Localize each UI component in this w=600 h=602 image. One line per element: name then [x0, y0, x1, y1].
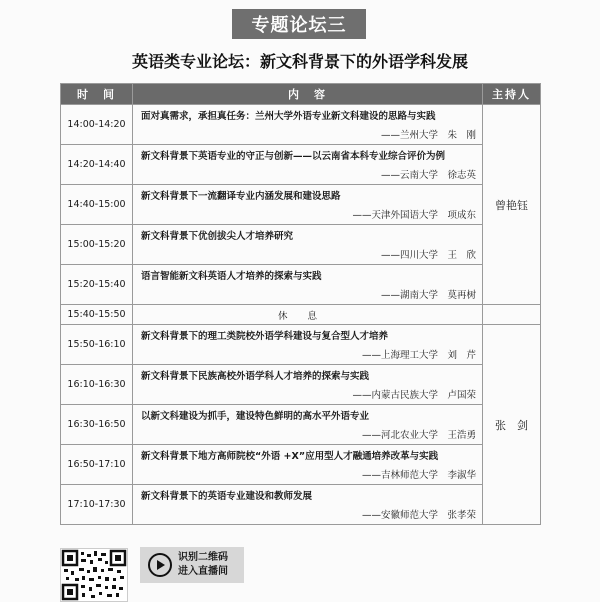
- host-cell: 张 剑: [483, 325, 541, 525]
- session-speaker: ——内蒙古民族大学 卢国荣: [352, 390, 476, 401]
- break-time: 15:40-15:50: [61, 305, 133, 325]
- live-stream-label: [178, 551, 228, 579]
- session-speaker: ——上海理工大学 刘 芹: [361, 350, 476, 361]
- table-row: [61, 365, 541, 405]
- table-row: [61, 185, 541, 225]
- session-time: 16:30-16:50: [61, 405, 133, 445]
- live-line2: 进入直播间: [178, 566, 228, 577]
- session-topic: 新文科背景下的英语专业建设和教师发展: [141, 491, 313, 502]
- schedule-table: [60, 83, 541, 525]
- forum-title: 英语类专业论坛：新文科背景下的外语学科发展: [131, 52, 468, 71]
- break-label: 休息: [133, 305, 483, 325]
- live-line1: 识别二维码: [178, 552, 228, 563]
- session-content: [133, 365, 483, 405]
- table-row: [61, 405, 541, 445]
- forum-badge: 专题论坛三: [232, 9, 366, 39]
- qr-code[interactable]: [60, 548, 128, 602]
- break-host-empty: [483, 305, 541, 325]
- table-row: [61, 265, 541, 305]
- table-row: [61, 145, 541, 185]
- table-row: [61, 325, 541, 365]
- session-content: [133, 145, 483, 185]
- session-time: 16:10-16:30: [61, 365, 133, 405]
- play-icon: [148, 553, 172, 577]
- header-content: 内 容: [133, 84, 483, 105]
- session-speaker: ——云南大学 徐志英: [380, 170, 476, 181]
- table-row: [61, 445, 541, 485]
- session-content: [133, 325, 483, 365]
- table-row: [61, 225, 541, 265]
- session-content: [133, 105, 483, 145]
- session-topic: 以新文科建设为抓手，建设特色鲜明的高水平外语专业: [141, 411, 370, 422]
- session-topic: 语言智能新文科英语人才培养的探索与实践: [141, 271, 322, 282]
- session-content: [133, 405, 483, 445]
- session-topic: 新文科背景下地方高师院校“外语 +X”应用型人才融通培养改革与实践: [141, 451, 439, 462]
- session-topic: 面对真需求，承担真任务：兰州大学外语专业新文科建设的思路与实践: [141, 111, 436, 122]
- session-content: [133, 485, 483, 525]
- session-time: 14:00-14:20: [61, 105, 133, 145]
- session-speaker: ——兰州大学 朱 刚: [380, 130, 476, 141]
- session-time: 15:00-15:20: [61, 225, 133, 265]
- session-time: 14:40-15:00: [61, 185, 133, 225]
- session-speaker: ——安徽师范大学 张孝荣: [361, 510, 476, 521]
- session-speaker: ——吉林师范大学 李淑华: [361, 470, 476, 481]
- header-host: 主持人: [483, 84, 541, 105]
- session-speaker: ——天津外国语大学 项成东: [352, 210, 476, 221]
- session-time: 17:10-17:30: [61, 485, 133, 525]
- live-stream-button[interactable]: [140, 547, 244, 583]
- table-header-row: [61, 84, 541, 105]
- session-time: 14:20-14:40: [61, 145, 133, 185]
- session-topic: 新文科背景下的理工类院校外语学科建设与复合型人才培养: [141, 331, 389, 342]
- session-content: [133, 265, 483, 305]
- session-time: 15:20-15:40: [61, 265, 133, 305]
- session-time: 15:50-16:10: [61, 325, 133, 365]
- break-row: [61, 305, 541, 325]
- session-topic: 新文科背景下英语专业的守正与创新——以云南省本科专业综合评价为例: [141, 151, 446, 162]
- table-row: [61, 105, 541, 145]
- session-content: [133, 225, 483, 265]
- table-row: [61, 485, 541, 525]
- session-topic: 新文科背景下一流翻译专业内涵发展和建设思路: [141, 191, 341, 202]
- session-speaker: ——河北农业大学 王浩勇: [361, 430, 476, 441]
- session-time: 16:50-17:10: [61, 445, 133, 485]
- session-speaker: ——湖南大学 莫再树: [380, 290, 476, 301]
- header-time: 时 间: [61, 84, 133, 105]
- session-content: [133, 185, 483, 225]
- host-cell: 曾艳钰: [483, 105, 541, 305]
- session-topic: 新文科背景下优创拔尖人才培养研究: [141, 231, 294, 242]
- session-topic: 新文科背景下民族高校外语学科人才培养的探索与实践: [141, 371, 370, 382]
- qr-code-icon: [61, 549, 127, 601]
- session-speaker: ——四川大学 王 欣: [380, 250, 476, 261]
- session-content: [133, 445, 483, 485]
